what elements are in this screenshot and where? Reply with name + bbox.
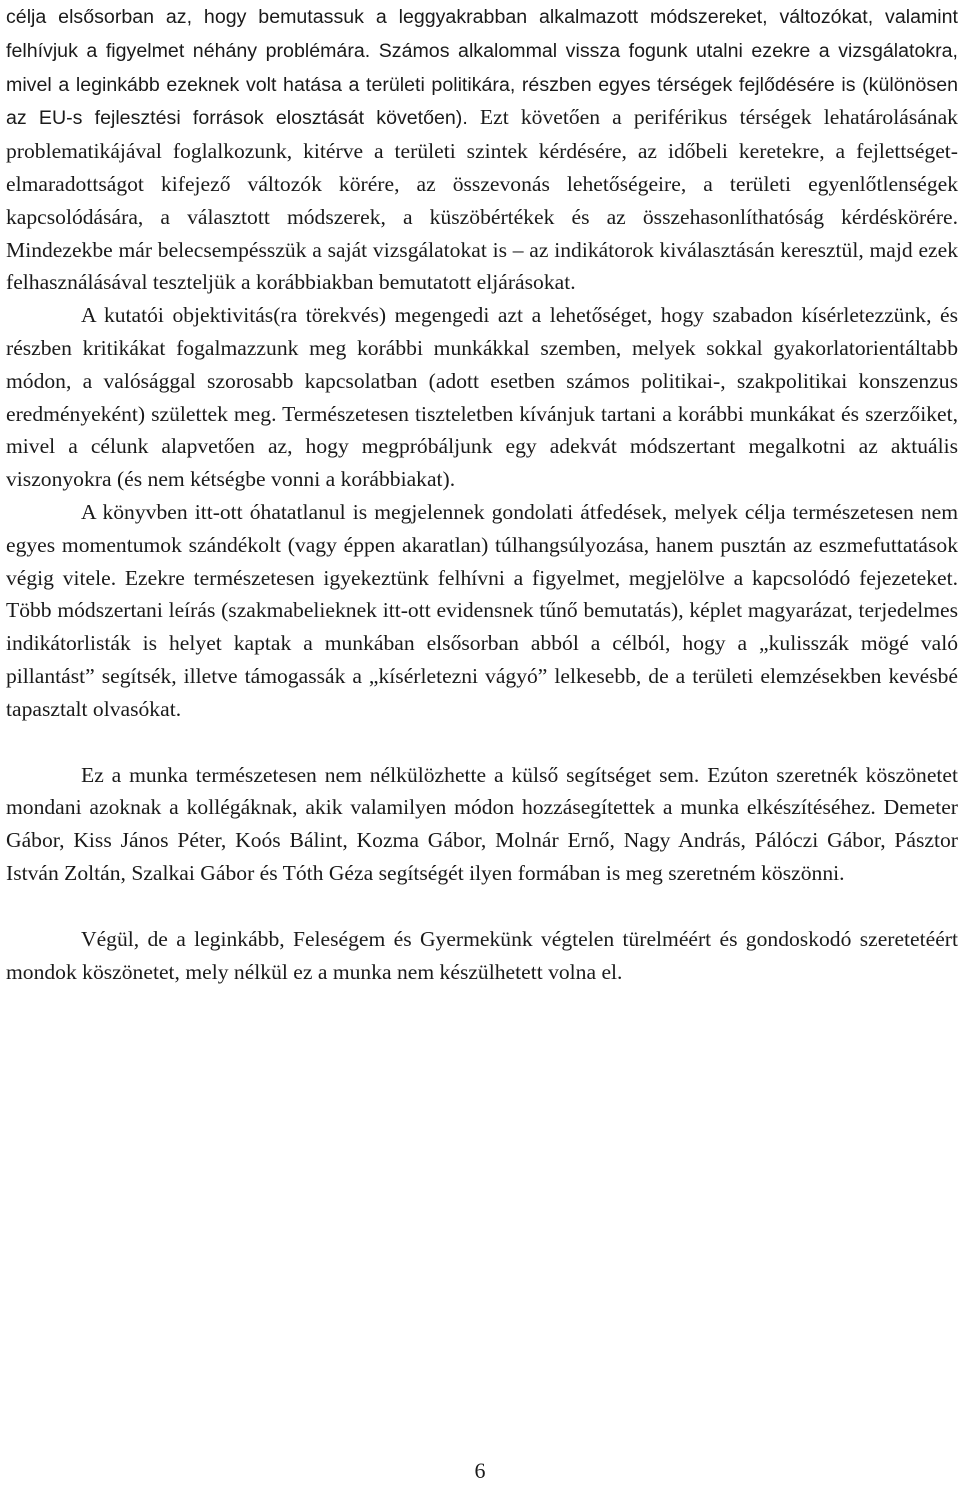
paragraph-family-thanks: Végül, de a leginkább, Feleségem és Gyermekünk végtelen türelméért és gondoskodó szeretetéért mondok köszönetet, mely nélkül ez a munka nem készülhetett volna el. [6,926,958,984]
document-page [6,0,958,988]
page-number: 6 [474,1458,486,1483]
paragraph-methods-sans-part: célja elsősorban az, hogy bemutassuk a leggyakrabban alkalmazott módszereket, változókat, valamint felhívjuk a figyelmet néhány problémára. Számos alkalommal vissza fogunk utalni ezekre a vizsgálatokra, mivel a leginkább ezeknek volt hatása a területi politikára, részben egyes térségek fejlődésére is (különösen az EU-s fejlesztési források elosztását követően). [6,6,958,130]
paragraph-objectivity: A kutatói objektivitás(ra törekvés) megengedi azt a lehetőséget, hogy szabadon kísérletezzünk, és részben kritikákat fogalmazzunk meg korábbi munkákkal szemben, melyek sokkal gyakorlatorientáltabb módon, a valósággal szorosabb kapcsolatban (adott esetben számos politikai-, szakpolitikai konszenzus eredményeként) születtek meg. Természetesen tiszteletben kívánjuk tartani a korábbi munkákat és szerzőiket, mivel a célunk alapvetően az, hogy megpróbáljunk egy adekvát módszertant megalkotni az aktuális viszonyokra (és nem kétségbe vonni a korábbiakat). [6,303,958,492]
paragraph-overlaps: A könyvben itt-ott óhatatlanul is megjelennek gondolati átfedések, melyek célja természetesen nem egyes momentumok szándékolt (vagy éppen akaratlan) túlhangsúlyozása, hanem pusztán az eszmefuttatások végig vitele. Ezekre természetesen igyekeztünk felhívni a figyelmet, megjelölve a kapcsolódó fejezeteket. Több módszertani leírás (szakmabelieknek itt-ott evidensnek tűnő bemutatás), képlet magyarázat, terjedelmes indikátorlisták is helyet kaptak a munkában elsősorban abból a célból, hogy a „kulisszák mögé való pillantást” segítsék, illetve támogassák a „kísérletezni vágyó” lelkesebb, de a területi elemzésekben kevésbé tapasztalt olvasókat. [6,499,958,721]
paragraph-methods-intro [6,0,958,299]
paragraph-acknowledgements: Ez a munka természetesen nem nélkülözhette a külső segítséget sem. Ezúton szeretnék köszönetet mondani azoknak a kollégáknak, akik valamilyen módon hozzásegítettek a munka elkészítéséhez. Demeter Gábor, Kiss János Péter, Koós Bálint, Kozma Gábor, Molnár Ernő, Nagy András, Pálóczi Gábor, Pásztor István Zoltán, Szalkai Gábor és Tóth Géza segítségét ilyen formában is meg szeretném köszönni. [6,762,958,885]
paragraph-spacer [6,890,958,923]
paragraph-spacer [6,726,958,759]
paragraph-methods-serif-part: Ezt követően a periférikus térségek lehatárolásának problematikájával foglalkozunk, kitérve a területi szintek kérdésére, az időbeli keretekre, a fejlettséget-elmaradottságot kifejező változók körére, az összevonás lehetőségeire, a területi egyenlőtlenségek kapcsolódására, a választott módszerek, a küszöbértékek és az összehasonlíthatóság kérdéskörére. Mindezekbe már belecsempésszük a saját vizsgálatokat is – az indikátorok kiválasztásán keresztül, majd ezek felhasználásával teszteljük a korábbiakban bemutatott eljárásokat. [6,105,958,295]
